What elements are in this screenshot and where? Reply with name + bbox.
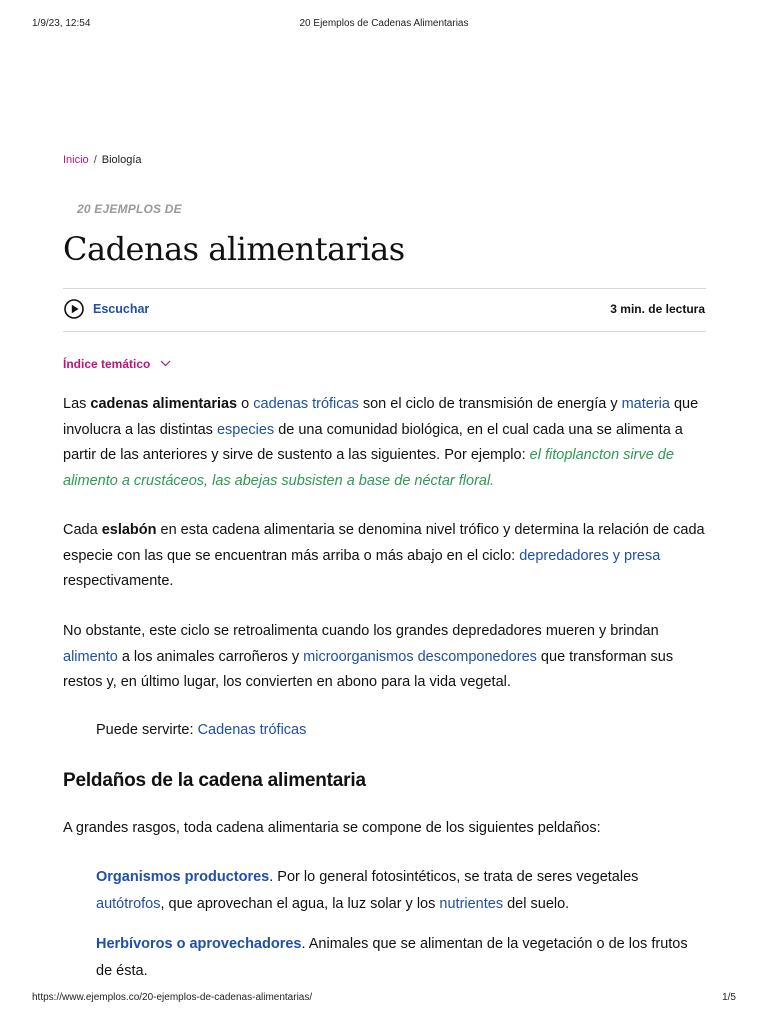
list-item: Organismos productores. Por lo general fotosintéticos, se trata de seres vegetales autótrofos, que aprovechan el agua, la luz solar y los nutrientes del suelo. [96,869,639,912]
toc-toggle[interactable] [63,357,171,371]
listen-button[interactable]: Escuchar [93,302,150,316]
example-highlight: el fitoplancton sirve de alimento a crustáceos, las abejas subsisten a base de néctar floral. [63,447,674,489]
breadcrumb [63,154,142,166]
print-document-title: 20 Ejemplos de Cadenas Alimentarias [299,18,469,29]
link-materia[interactable]: materia [621,396,670,412]
listen-bar [63,288,706,332]
print-footer [32,992,736,1006]
page-title: Cadenas alimentarias [63,230,405,268]
list-item: Herbívoros o aprovechadores. Animales que se alimentan de la vegetación o de los frutos de ésta. [96,936,688,979]
breadcrumb-home-link[interactable]: Inicio [63,154,89,166]
toc-label: Índice temático [63,357,151,371]
article-kicker: 20 EJEMPLOS DE [77,202,182,216]
related-article [96,718,306,743]
related-link[interactable]: Cadenas tróficas [197,722,307,738]
chevron-down-icon [160,360,171,367]
link-organismos-productores[interactable]: Organismos productores [96,869,270,885]
link-herbivoros[interactable]: Herbívoros o aprovechadores [96,936,302,952]
bold-term: cadenas alimentarias [90,396,238,412]
section-heading: Peldaños de la cadena alimentaria [63,770,366,791]
print-header [32,18,736,32]
related-label: Puede servirte: [96,722,198,738]
paragraph-eslabon: Cada eslabón en esta cadena alimentaria se denomina nivel trófico y determina la relación de cada especie con las que se encuentran más arriba o más abajo en el ciclo: depredadores y presa respectivamente. [63,522,705,589]
print-datetime: 1/9/23, 12:54 [32,18,91,29]
link-especies[interactable]: especies [216,421,275,438]
print-url: https://www.ejemplos.co/20-ejemplos-de-cadenas-alimentarias/ [32,992,313,1003]
section-intro: A grandes rasgos, toda cadena alimentaria se compone de los siguientes peldaños: [63,820,601,836]
link-alimento[interactable]: alimento [63,648,118,665]
bold-term: eslabón [101,522,157,538]
link-nutrientes[interactable]: nutrientes [439,896,504,912]
link-depredadores-presa[interactable]: depredadores y presa [519,547,661,564]
paragraph-retroalimenta: No obstante, este ciclo se retroalimenta cuando los grandes depredadores mueren y brindan alimento a los animales carroñeros y microorganismos descomponedores que transforman sus restos y, en último lugar, los convierten en abono para la vida vegetal. [63,623,674,690]
link-autotrofos[interactable]: autótrofos [96,896,161,912]
link-microorganismos[interactable]: microorganismos descomponedores [303,648,537,665]
link-cadenas-troficas[interactable]: cadenas tróficas [253,396,359,412]
breadcrumb-current[interactable]: Biología [101,154,142,166]
print-page-number: 1/5 [722,992,736,1003]
paragraph-intro: Las cadenas alimentarias o cadenas tróficas son el ciclo de transmisión de energía y materia que involucra a las distintas especies de una comunidad biológica, en el cual cada una se alimenta a partir de las anteriores y sirve de sustento a las siguientes. Por ejemplo: el fitoplancton sirve de alimento a crustáceos, las abejas subsisten a base de néctar floral. [63,396,699,489]
breadcrumb-separator: / [93,154,97,166]
read-time: 3 min. de lectura [610,302,705,316]
play-icon[interactable] [64,299,84,319]
